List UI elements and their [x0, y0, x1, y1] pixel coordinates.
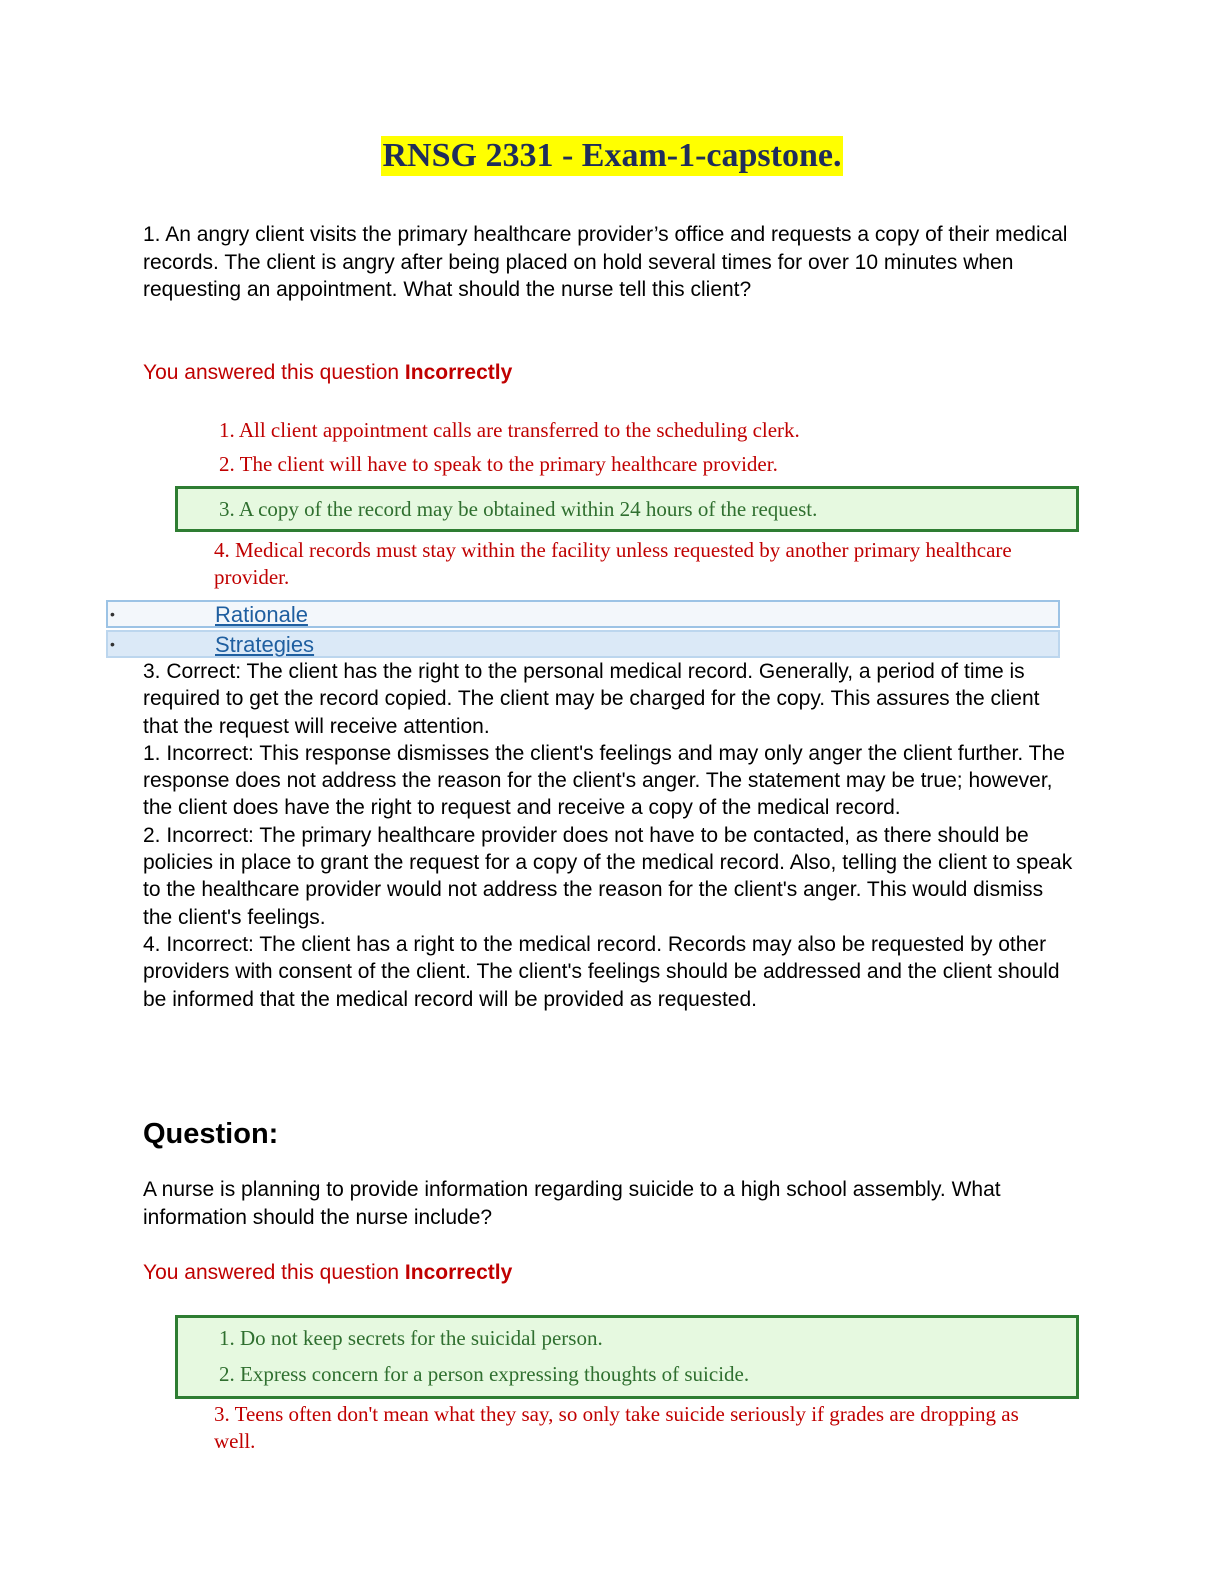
- q2-option-2[interactable]: 2. Express concern for a person expressing thoughts of suicide.: [219, 1362, 750, 1386]
- rationale-paragraph: 2. Incorrect: The primary healthcare provider does not have to be contacted, as there should be policies in place to grant the request for a copy of the medical record. Also, telling the client to speak to the healthcare provider would not address the reason for the client's anger. This would dismiss the client's feelings.: [143, 823, 1073, 929]
- question-1-status: [143, 359, 512, 386]
- rationale-link[interactable]: Rationale: [215, 602, 308, 627]
- bullet-icon: •: [110, 636, 115, 652]
- strategies-link[interactable]: Strategies: [215, 632, 315, 657]
- q2-option-1[interactable]: 1. Do not keep secrets for the suicidal person.: [219, 1326, 603, 1350]
- rationale-text: [143, 658, 1073, 1013]
- question-2-text: A nurse is planning to provide information regarding suicide to a high school assembly. What information should the nurse include?: [143, 1178, 1001, 1229]
- question-heading: Question:: [143, 1118, 279, 1150]
- bullet-icon: •: [110, 606, 115, 622]
- status-prefix: You answered this question: [143, 361, 405, 384]
- rationale-paragraph: 4. Incorrect: The client has a right to the medical record. Records may also be requested by other providers with consent of the client. The client's feelings should be addressed and the client should be informed that the medical record will be provided as requested.: [143, 932, 1060, 1011]
- status-prefix: You answered this question: [143, 1261, 405, 1284]
- q1-option-2[interactable]: 2. The client will have to speak to the primary healthcare provider.: [219, 452, 778, 476]
- status-result: Incorrectly: [404, 361, 513, 384]
- page-title: RNSG 2331 - Exam-1-capstone.: [382, 137, 842, 174]
- title-wrapper: [0, 136, 1224, 176]
- strategies-row[interactable]: [106, 630, 1060, 658]
- question-1-text: 1. An angry client visits the primary healthcare provider’s office and requests a copy of their medical records. The client is angry after being placed on hold several times for over 10 minutes when requesting an appointment. What should the nurse tell this client?: [143, 223, 1068, 301]
- q1-option-4[interactable]: 4. Medical records must stay within the facility unless requested by another primary healthcare provider.: [214, 538, 1012, 589]
- q1-option-3[interactable]: 3. A copy of the record may be obtained within 24 hours of the request.: [219, 497, 818, 521]
- question-2-status: [143, 1259, 512, 1286]
- rationale-row[interactable]: [106, 600, 1060, 628]
- q1-option-1[interactable]: 1. All client appointment calls are transferred to the scheduling clerk.: [219, 418, 800, 442]
- rationale-paragraph: 1. Incorrect: This response dismisses the client's feelings and may only anger the client further. The response does not address the reason for the client's anger. The statement may be true; however, the client does have the right to request and receive a copy of the medical record.: [143, 741, 1065, 820]
- rationale-paragraph: 3. Correct: The client has the right to the personal medical record. Generally, a period of time is required to get the record copied. The client may be charged for the copy. This assures the client that the request will receive attention.: [143, 660, 1040, 738]
- status-result: Incorrectly: [404, 1261, 513, 1284]
- q2-option-3[interactable]: 3. Teens often don't mean what they say, so only take suicide seriously if grades are dropping as well.: [214, 1402, 1019, 1453]
